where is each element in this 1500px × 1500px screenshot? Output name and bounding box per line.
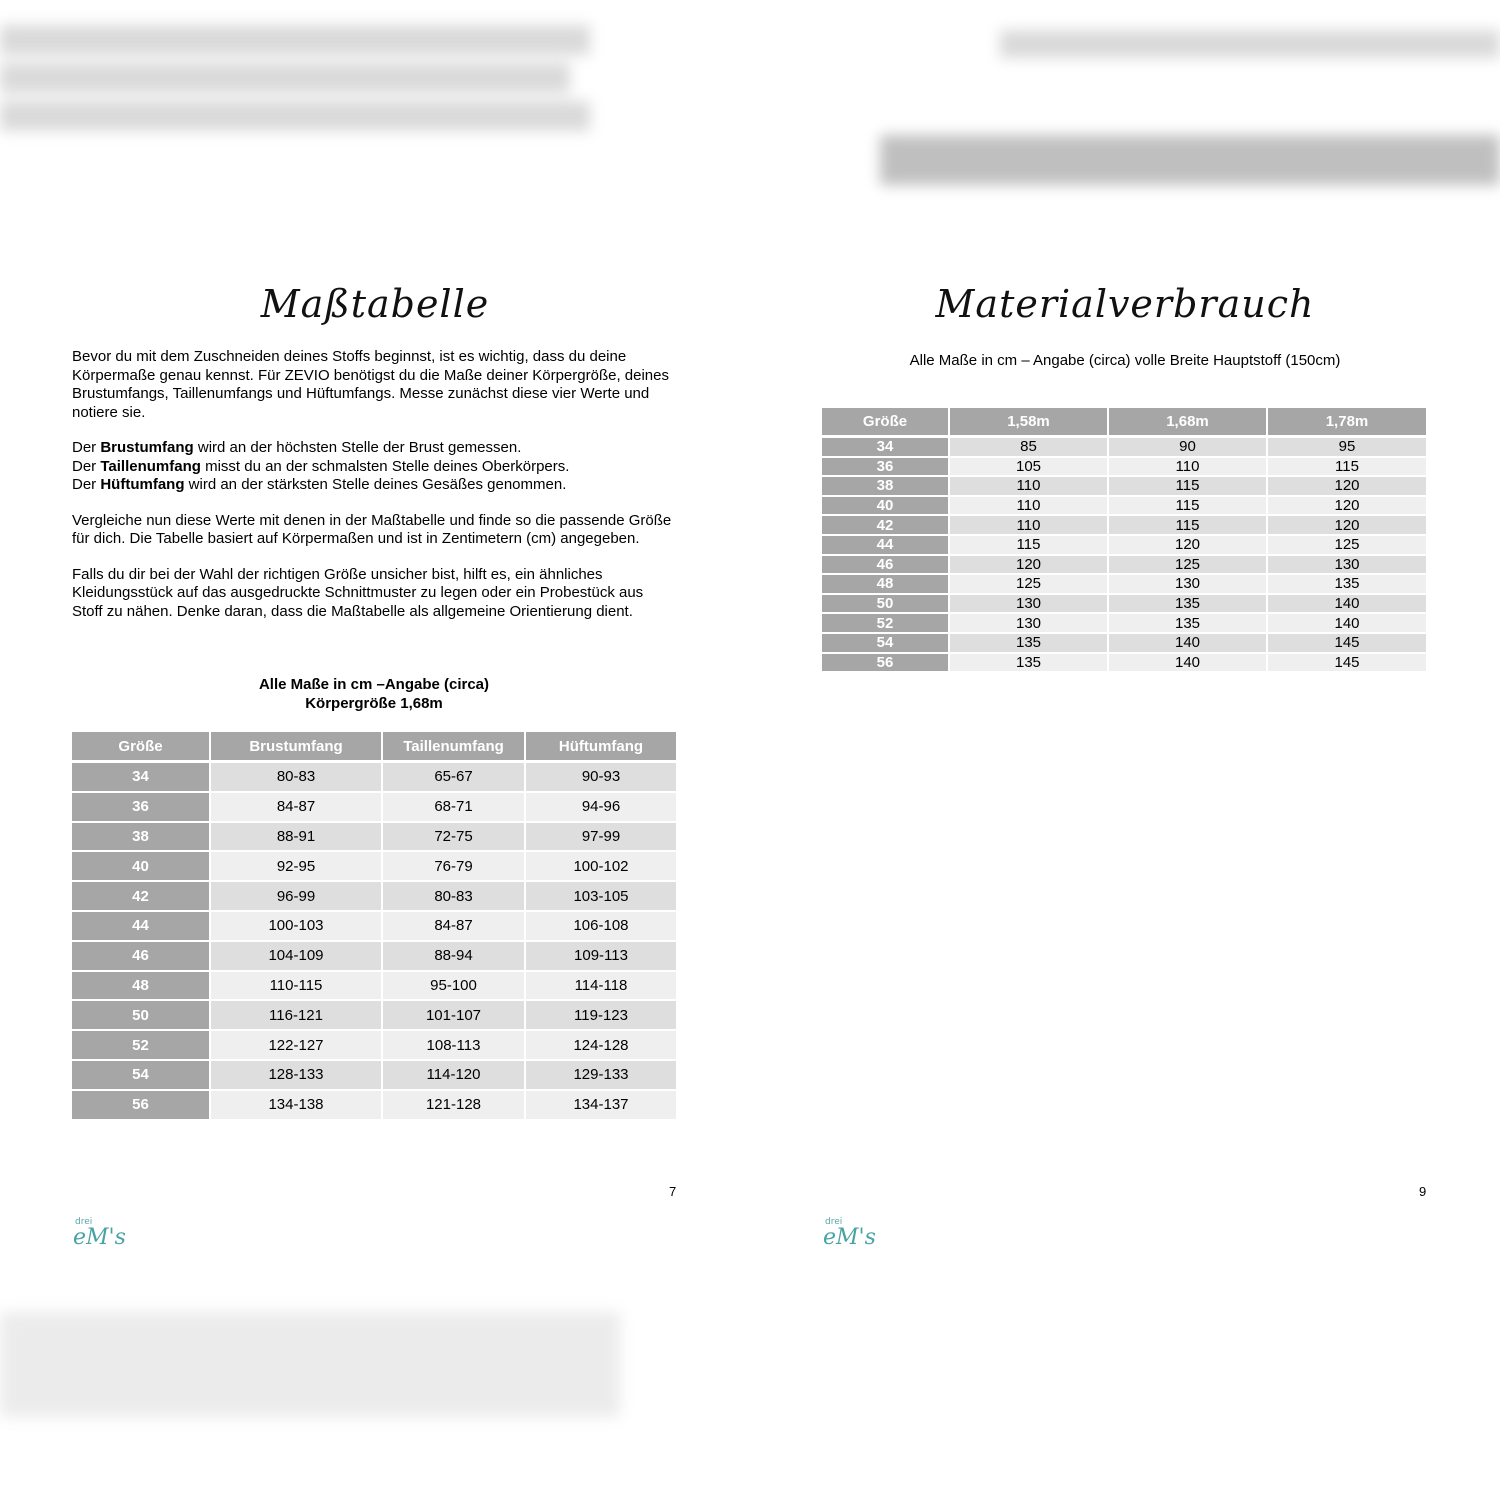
value-cell: 84-87 — [211, 793, 383, 823]
table-row — [72, 1031, 678, 1061]
value-cell: 135 — [950, 654, 1109, 674]
table-row — [822, 458, 1428, 478]
page-number: 9 — [1419, 1184, 1427, 1199]
size-table — [72, 732, 678, 1121]
value-cell: 101-107 — [383, 1001, 526, 1031]
value-cell: 135 — [950, 634, 1109, 654]
size-header-3: Hüftumfang — [526, 732, 678, 760]
value-cell: 88-91 — [211, 823, 383, 853]
value-cell: 90-93 — [526, 763, 678, 793]
value-cell: 116-121 — [211, 1001, 383, 1031]
value-cell: 130 — [950, 595, 1109, 615]
value-cell: 80-83 — [383, 882, 526, 912]
value-cell: 115 — [1268, 458, 1428, 478]
value-cell: 115 — [1109, 477, 1268, 497]
size-cell: 48 — [72, 972, 211, 1002]
size-header-1: Brustumfang — [211, 732, 383, 760]
value-cell: 65-67 — [383, 763, 526, 793]
value-cell: 110 — [1109, 458, 1268, 478]
size-cell: 36 — [72, 793, 211, 823]
intro-text — [72, 348, 672, 638]
size-cell: 38 — [822, 477, 950, 497]
table-row — [822, 438, 1428, 458]
size-cell: 50 — [72, 1001, 211, 1031]
paragraph-intro: Bevor du mit dem Zuschneiden deines Stoffs beginnst, ist es wichtig, dass du deine Körpermaße genau kennst. Für ZEVIO benötigst du die Maße deiner Körpergröße, deines Brustumfangs, Taillenumfangs und Hüftumfangs. Messe zunächst diese vier Werte und notiere sie. — [72, 348, 669, 421]
mat-header-0: Größe — [822, 408, 950, 435]
table-row — [72, 942, 678, 972]
value-cell: 115 — [1109, 497, 1268, 517]
size-cell: 42 — [822, 516, 950, 536]
table-row — [822, 654, 1428, 674]
left-page — [0, 190, 750, 1310]
value-cell: 130 — [1268, 556, 1428, 576]
logo-main-text: eM's — [823, 1225, 876, 1250]
caption-line-2: Körpergröße 1,68m — [305, 695, 443, 712]
value-cell: 134-138 — [211, 1091, 383, 1121]
value-cell: 120 — [1268, 516, 1428, 536]
page-title: Maßtabelle — [260, 282, 490, 326]
value-cell: 135 — [1109, 614, 1268, 634]
table-caption: Alle Maße in cm – Angabe (circa) volle Breite Hauptstoff (150cm) — [909, 352, 1341, 369]
brand-logo — [73, 1215, 133, 1251]
size-cell: 50 — [822, 595, 950, 615]
value-cell: 95-100 — [383, 972, 526, 1002]
value-cell: 115 — [950, 536, 1109, 556]
logo-small-text: drei — [825, 1217, 843, 1227]
value-cell: 140 — [1109, 654, 1268, 674]
logo-main-text: eM's — [73, 1225, 126, 1250]
value-cell: 110 — [950, 497, 1109, 517]
paragraph-compare: Vergleiche nun diese Werte mit denen in der Maßtabelle und finde so die passende Größe für dich. Die Tabelle basiert auf Körpermaßen und ist in Zentimetern (cm) angegeben. — [72, 511, 672, 547]
page-title: Materialverbrauch — [935, 282, 1315, 326]
blurred-table-header-top-right — [880, 135, 1500, 185]
value-cell: 115 — [1109, 516, 1268, 536]
size-cell: 36 — [822, 458, 950, 478]
size-header-2: Taillenumfang — [383, 732, 526, 760]
value-cell: 104-109 — [211, 942, 383, 972]
paragraph-measurements — [72, 439, 672, 495]
brand-logo — [823, 1215, 883, 1251]
blurred-previous-page-top-left — [0, 25, 620, 185]
value-cell: 135 — [1268, 575, 1428, 595]
size-cell: 56 — [822, 654, 950, 674]
value-cell: 95 — [1268, 438, 1428, 458]
table-row — [822, 595, 1428, 615]
value-cell: 90 — [1109, 438, 1268, 458]
caption-line-1: Alle Maße in cm –Angabe (circa) — [258, 676, 490, 693]
value-cell: 88-94 — [383, 942, 526, 972]
value-cell: 92-95 — [211, 852, 383, 882]
right-page — [750, 190, 1500, 1310]
size-cell: 34 — [822, 438, 950, 458]
table-row — [72, 972, 678, 1002]
size-cell: 54 — [72, 1061, 211, 1091]
value-cell: 128-133 — [211, 1061, 383, 1091]
size-cell: 56 — [72, 1091, 211, 1121]
value-cell: 140 — [1268, 614, 1428, 634]
value-cell: 110 — [950, 516, 1109, 536]
value-cell: 105 — [950, 458, 1109, 478]
table-row — [822, 497, 1428, 517]
line-taille: Der Taillenumfang misst du an der schmalsten Stelle deines Oberkörpers. — [72, 457, 570, 475]
value-cell: 120 — [950, 556, 1109, 576]
size-cell: 54 — [822, 634, 950, 654]
value-cell: 135 — [1109, 595, 1268, 615]
table-row — [72, 793, 678, 823]
value-cell: 108-113 — [383, 1031, 526, 1061]
value-cell: 121-128 — [383, 1091, 526, 1121]
mat-header-1: 1,58m — [950, 408, 1109, 435]
size-cell: 46 — [72, 942, 211, 972]
value-cell: 100-103 — [211, 912, 383, 942]
value-cell: 85 — [950, 438, 1109, 458]
value-cell: 100-102 — [526, 852, 678, 882]
blurred-previous-page-top-right — [1000, 30, 1500, 70]
value-cell: 80-83 — [211, 763, 383, 793]
value-cell: 125 — [1268, 536, 1428, 556]
blurred-table-bottom-left — [0, 1312, 620, 1417]
value-cell: 94-96 — [526, 793, 678, 823]
table-row — [822, 516, 1428, 536]
size-cell: 40 — [822, 497, 950, 517]
size-header-0: Größe — [72, 732, 211, 760]
value-cell: 120 — [1109, 536, 1268, 556]
table-row — [822, 556, 1428, 576]
value-cell: 68-71 — [383, 793, 526, 823]
value-cell: 145 — [1268, 654, 1428, 674]
size-cell: 42 — [72, 882, 211, 912]
table-row — [72, 912, 678, 942]
line-brust: Der Brustumfang wird an der höchsten Stelle der Brust gemessen. — [72, 439, 522, 456]
value-cell: 96-99 — [211, 882, 383, 912]
size-cell: 52 — [72, 1031, 211, 1061]
table-caption — [72, 675, 676, 713]
value-cell: 122-127 — [211, 1031, 383, 1061]
value-cell: 114-120 — [383, 1061, 526, 1091]
table-row — [72, 823, 678, 853]
value-cell: 119-123 — [526, 1001, 678, 1031]
value-cell: 124-128 — [526, 1031, 678, 1061]
size-cell: 40 — [72, 852, 211, 882]
value-cell: 110 — [950, 477, 1109, 497]
table-row — [72, 1091, 678, 1121]
value-cell: 120 — [1268, 477, 1428, 497]
table-row — [72, 852, 678, 882]
value-cell: 125 — [1109, 556, 1268, 576]
size-cell: 44 — [822, 536, 950, 556]
table-row — [822, 536, 1428, 556]
size-cell: 46 — [822, 556, 950, 576]
logo-small-text: drei — [75, 1217, 93, 1227]
size-cell: 44 — [72, 912, 211, 942]
table-row — [72, 1001, 678, 1031]
value-cell: 72-75 — [383, 823, 526, 853]
value-cell: 120 — [1268, 497, 1428, 517]
value-cell: 140 — [1268, 595, 1428, 615]
value-cell: 103-105 — [526, 882, 678, 912]
value-cell: 76-79 — [383, 852, 526, 882]
table-row — [72, 1061, 678, 1091]
material-table — [822, 408, 1428, 673]
value-cell: 140 — [1109, 634, 1268, 654]
size-cell: 38 — [72, 823, 211, 853]
value-cell: 134-137 — [526, 1091, 678, 1121]
value-cell: 110-115 — [211, 972, 383, 1002]
value-cell: 129-133 — [526, 1061, 678, 1091]
value-cell: 125 — [950, 575, 1109, 595]
table-row — [72, 882, 678, 912]
paragraph-uncertain: Falls du dir bei der Wahl der richtigen Größe unsicher bist, hilft es, ein ähnliches Kleidungsstück auf das ausgedruckte Schnittmuster zu legen oder ein Probestück aus Stoff zu nähen. Denke daran, dass die Maßtabelle als allgemeine Orientierung dient. — [72, 565, 644, 620]
mat-header-3: 1,78m — [1268, 408, 1428, 435]
page-number: 7 — [669, 1184, 677, 1199]
size-cell: 52 — [822, 614, 950, 634]
value-cell: 97-99 — [526, 823, 678, 853]
size-cell: 48 — [822, 575, 950, 595]
table-row — [72, 763, 678, 793]
table-row — [822, 634, 1428, 654]
value-cell: 84-87 — [383, 912, 526, 942]
value-cell: 145 — [1268, 634, 1428, 654]
table-row — [822, 614, 1428, 634]
mat-header-2: 1,68m — [1109, 408, 1268, 435]
line-huefte: Der Hüftumfang wird an der stärksten Stelle deines Gesäßes genommen. — [72, 476, 567, 493]
blurred-text-block — [0, 25, 620, 131]
value-cell: 130 — [1109, 575, 1268, 595]
value-cell: 114-118 — [526, 972, 678, 1002]
value-cell: 130 — [950, 614, 1109, 634]
table-row — [822, 477, 1428, 497]
size-cell: 34 — [72, 763, 211, 793]
table-row — [822, 575, 1428, 595]
value-cell: 106-108 — [526, 912, 678, 942]
value-cell: 109-113 — [526, 942, 678, 972]
